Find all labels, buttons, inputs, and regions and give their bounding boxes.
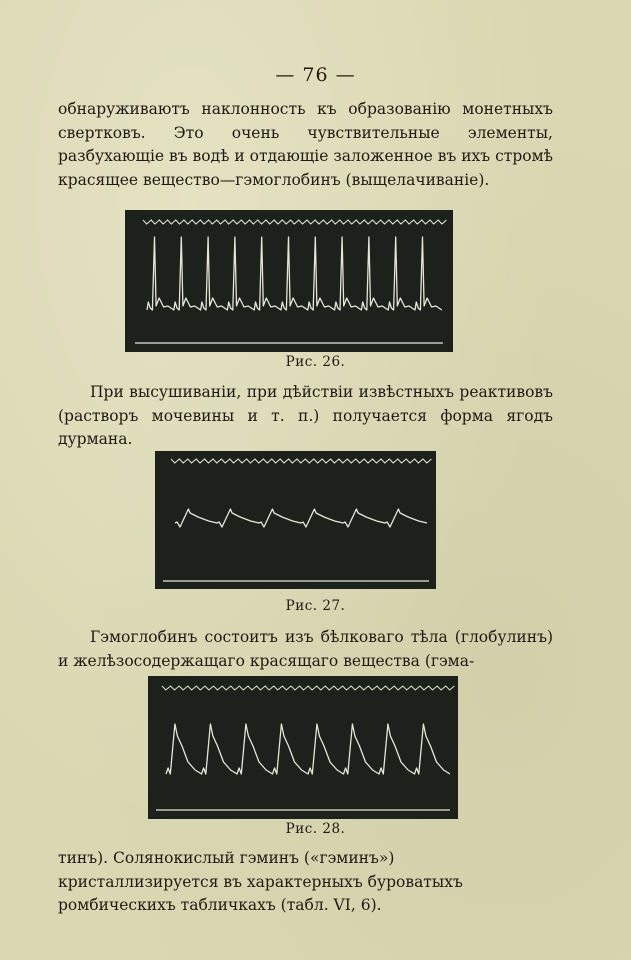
figure-26	[125, 210, 453, 352]
figure-27	[155, 451, 436, 589]
figure-27-plate	[155, 451, 436, 589]
figure-28	[148, 676, 458, 819]
figure-27-caption: Рис. 27.	[285, 598, 346, 614]
paragraph-4: тинъ). Солянокислый гэминъ («гэминъ») кристаллизируется въ характерныхъ буроватыхъ ромбическихъ табличкахъ (табл. VI, 6).	[58, 849, 463, 914]
paragraph-2: При высушиваніи, при дѣйствіи извѣстныхъ реактивовъ (растворъ мочевины и т. п.) получается форма ягодъ дурмана.	[58, 383, 553, 448]
paragraph-1: обнаруживаютъ наклонность къ образованію монетныхъ свертковъ. Это очень чувствительные элементы, разбухающіе въ водѣ и отдающіе заложенное въ ихъ стромѣ красящее вещество—гэмоглобинъ (выщелачиваніе).	[58, 100, 554, 189]
page-number: — 76 —	[275, 64, 356, 86]
figure-26-plate	[125, 210, 453, 352]
figure-26-caption: Рис. 26.	[285, 354, 346, 370]
paragraph-3: Гэмоглобинъ состоитъ изъ бѣлковаго тѣла (глобулинъ) и желѣзосодержащаго красящаго вещества (гэма-	[58, 628, 553, 670]
figure-28-plate	[148, 676, 458, 819]
figure-28-caption: Рис. 28.	[285, 821, 346, 837]
